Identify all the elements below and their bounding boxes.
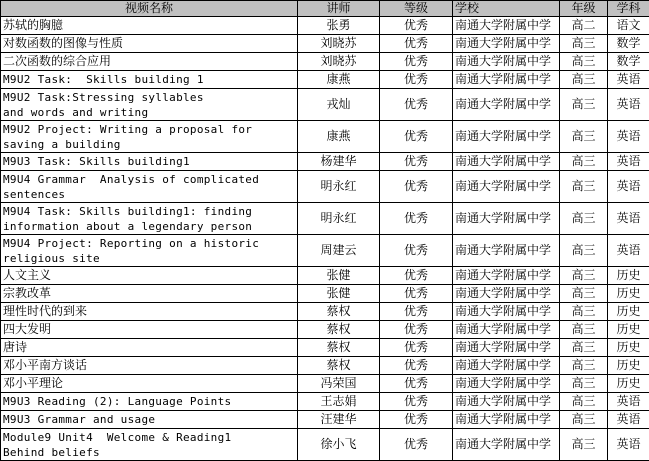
cell-grade: 高三 (560, 121, 608, 153)
cell-level: 优秀 (380, 393, 453, 411)
cell-subject: 英语 (608, 71, 649, 89)
cell-grade: 高三 (560, 321, 608, 339)
cell-video-title (1, 393, 298, 411)
cell-teacher: 康燕 (298, 71, 380, 89)
table-row (1, 357, 649, 375)
cell-grade: 高三 (560, 267, 608, 285)
table-row (1, 35, 649, 53)
video-title-line: M9U3 Grammar and usage (3, 413, 156, 426)
table-row (1, 71, 649, 89)
cell-school: 南通大学附属中学 (453, 303, 560, 321)
table-row (1, 203, 649, 235)
cell-school: 南通大学附属中学 (453, 235, 560, 267)
cell-school: 南通大学附属中学 (453, 285, 560, 303)
cell-subject: 英语 (608, 89, 649, 121)
video-title-line: 理性时代的到来 (3, 304, 88, 318)
cell-level: 优秀 (380, 303, 453, 321)
cell-subject: 历史 (608, 303, 649, 321)
cell-subject: 历史 (608, 285, 649, 303)
cell-grade: 高三 (560, 203, 608, 235)
cell-school: 南通大学附属中学 (453, 429, 560, 461)
cell-teacher: 蔡权 (298, 339, 380, 357)
table-row (1, 121, 649, 153)
cell-level: 优秀 (380, 357, 453, 375)
table-row (1, 375, 649, 393)
cell-video-title (1, 53, 298, 71)
cell-school: 南通大学附属中学 (453, 375, 560, 393)
table-row (1, 235, 649, 267)
video-title-line: M9U4 Grammar Analysis of complicated (3, 172, 260, 186)
table-body (1, 1, 649, 461)
cell-teacher: 张健 (298, 267, 380, 285)
cell-subject: 数学 (608, 53, 649, 71)
cell-grade: 高三 (560, 171, 608, 203)
cell-teacher: 杨建华 (298, 153, 380, 171)
video-title-line: saving a building (3, 137, 121, 151)
video-title-line: Behind beliefs (3, 445, 100, 459)
video-title-line: M9U4 Task: Skills building1: finding (3, 204, 253, 218)
table-row (1, 89, 649, 121)
cell-video-title (1, 411, 298, 429)
cell-school: 南通大学附属中学 (453, 71, 560, 89)
cell-subject: 英语 (608, 411, 649, 429)
table-row (1, 285, 649, 303)
cell-teacher: 康燕 (298, 121, 380, 153)
header-school: 学校 (453, 1, 560, 17)
cell-level: 优秀 (380, 53, 453, 71)
video-title-line: 二次函数的综合应用 (3, 54, 112, 68)
cell-video-title (1, 203, 298, 235)
cell-grade: 高三 (560, 71, 608, 89)
cell-subject: 历史 (608, 321, 649, 339)
cell-level: 优秀 (380, 35, 453, 53)
cell-level: 优秀 (380, 121, 453, 153)
cell-school: 南通大学附属中学 (453, 267, 560, 285)
cell-school: 南通大学附属中学 (453, 321, 560, 339)
cell-subject: 英语 (608, 171, 649, 203)
cell-video-title (1, 17, 298, 35)
cell-video-title (1, 35, 298, 53)
cell-video-title (1, 375, 298, 393)
cell-teacher: 王志娟 (298, 393, 380, 411)
cell-school: 南通大学附属中学 (453, 89, 560, 121)
cell-level: 优秀 (380, 89, 453, 121)
cell-teacher: 冯荣国 (298, 375, 380, 393)
cell-subject: 历史 (608, 375, 649, 393)
cell-subject: 语文 (608, 17, 649, 35)
video-title-line: 四大发明 (3, 322, 52, 336)
cell-grade: 高三 (560, 285, 608, 303)
table-row (1, 411, 649, 429)
cell-teacher: 戎灿 (298, 89, 380, 121)
header-row (1, 1, 649, 17)
cell-video-title (1, 357, 298, 375)
cell-level: 优秀 (380, 235, 453, 267)
cell-school: 南通大学附属中学 (453, 411, 560, 429)
cell-school: 南通大学附属中学 (453, 339, 560, 357)
cell-school: 南通大学附属中学 (453, 171, 560, 203)
cell-teacher: 蔡权 (298, 321, 380, 339)
cell-school: 南通大学附属中学 (453, 35, 560, 53)
cell-video-title (1, 153, 298, 171)
cell-video-title (1, 429, 298, 461)
header-grade: 年级 (560, 1, 608, 17)
header-teacher: 讲师 (298, 1, 380, 17)
cell-video-title (1, 71, 298, 89)
cell-video-title (1, 89, 298, 121)
header-level: 等级 (380, 1, 453, 17)
header-subject: 学科 (608, 1, 649, 17)
cell-school: 南通大学附属中学 (453, 17, 560, 35)
cell-video-title (1, 285, 298, 303)
cell-level: 优秀 (380, 375, 453, 393)
cell-level: 优秀 (380, 285, 453, 303)
video-title-line: Module9 Unit4 Welcome & Reading1 (3, 430, 232, 444)
cell-video-title (1, 267, 298, 285)
cell-school: 南通大学附属中学 (453, 53, 560, 71)
cell-video-title (1, 321, 298, 339)
cell-subject: 英语 (608, 429, 649, 461)
cell-subject: 英语 (608, 235, 649, 267)
cell-video-title (1, 121, 298, 153)
cell-teacher: 刘晓苏 (298, 35, 380, 53)
cell-teacher: 张健 (298, 285, 380, 303)
cell-grade: 高三 (560, 375, 608, 393)
video-title-line: M9U2 Project: Writing a proposal for (3, 122, 253, 136)
cell-grade: 高三 (560, 53, 608, 71)
cell-grade: 高三 (560, 89, 608, 121)
cell-subject: 历史 (608, 339, 649, 357)
video-title-line: religious site (3, 251, 100, 265)
video-title-line: M9U3 Reading (2): Language Points (3, 395, 232, 408)
cell-level: 优秀 (380, 71, 453, 89)
cell-level: 优秀 (380, 339, 453, 357)
cell-level: 优秀 (380, 429, 453, 461)
cell-school: 南通大学附属中学 (453, 203, 560, 235)
table-row (1, 339, 649, 357)
cell-teacher: 明永红 (298, 203, 380, 235)
cell-subject: 英语 (608, 153, 649, 171)
cell-subject: 英语 (608, 121, 649, 153)
cell-grade: 高三 (560, 35, 608, 53)
video-title-line: M9U4 Project: Reporting on a historic (3, 236, 260, 250)
cell-grade: 高二 (560, 17, 608, 35)
cell-teacher: 明永红 (298, 171, 380, 203)
video-title-line: and words and writing (3, 105, 149, 119)
cell-school: 南通大学附属中学 (453, 121, 560, 153)
table-row (1, 17, 649, 35)
cell-grade: 高三 (560, 429, 608, 461)
cell-level: 优秀 (380, 171, 453, 203)
cell-teacher: 刘晓苏 (298, 53, 380, 71)
cell-grade: 高三 (560, 393, 608, 411)
cell-video-title (1, 303, 298, 321)
cell-school: 南通大学附属中学 (453, 393, 560, 411)
cell-level: 优秀 (380, 153, 453, 171)
table-row (1, 303, 649, 321)
cell-grade: 高三 (560, 303, 608, 321)
cell-subject: 历史 (608, 267, 649, 285)
cell-subject: 数学 (608, 35, 649, 53)
cell-teacher: 汪建华 (298, 411, 380, 429)
video-title-line: M9U2 Task: Skills building 1 (3, 73, 204, 86)
cell-grade: 高三 (560, 357, 608, 375)
table-row (1, 321, 649, 339)
cell-level: 优秀 (380, 321, 453, 339)
video-title-line: information about a legendary person (3, 219, 253, 233)
cell-school: 南通大学附属中学 (453, 153, 560, 171)
video-title-line: 邓小平理论 (3, 376, 64, 390)
cell-teacher: 周建云 (298, 235, 380, 267)
table-row (1, 171, 649, 203)
cell-teacher: 张勇 (298, 17, 380, 35)
cell-teacher: 蔡权 (298, 357, 380, 375)
video-title-line: 人文主义 (3, 268, 52, 282)
cell-teacher: 蔡权 (298, 303, 380, 321)
cell-subject: 英语 (608, 393, 649, 411)
video-title-line: 唐诗 (3, 340, 28, 354)
cell-grade: 高三 (560, 235, 608, 267)
table-row (1, 267, 649, 285)
cell-video-title (1, 171, 298, 203)
video-title-line: M9U2 Task:Stressing syllables (3, 90, 204, 104)
video-title-line: 对数函数的图像与性质 (3, 36, 124, 50)
cell-subject: 历史 (608, 357, 649, 375)
header-video-title: 视频名称 (1, 1, 298, 17)
table-row (1, 153, 649, 171)
video-title-line: 邓小平南方谈话 (3, 358, 88, 372)
table-row (1, 393, 649, 411)
cell-level: 优秀 (380, 203, 453, 235)
table-row (1, 53, 649, 71)
cell-level: 优秀 (380, 411, 453, 429)
cell-grade: 高三 (560, 339, 608, 357)
cell-video-title (1, 339, 298, 357)
cell-level: 优秀 (380, 267, 453, 285)
video-title-line: 苏轼的胸臆 (3, 18, 64, 32)
video-title-line: M9U3 Task: Skills building1 (3, 155, 190, 168)
table-row (1, 429, 649, 461)
video-title-line: 宗教改革 (3, 286, 52, 300)
cell-grade: 高三 (560, 411, 608, 429)
cell-school: 南通大学附属中学 (453, 357, 560, 375)
video-title-line: sentences (3, 187, 66, 201)
cell-teacher: 徐小飞 (298, 429, 380, 461)
cell-grade: 高三 (560, 153, 608, 171)
cell-level: 优秀 (380, 17, 453, 35)
cell-subject: 英语 (608, 203, 649, 235)
cell-video-title (1, 235, 298, 267)
